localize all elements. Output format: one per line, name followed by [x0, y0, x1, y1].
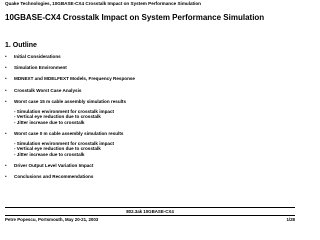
outline-item-label: Worst case 0 m cable assembly simulation results	[14, 130, 124, 136]
bullet-icon: •	[5, 76, 7, 82]
running-header: Quake Technologies, 10GBASE-CX4 Crosstalk Impact on System Performance Simulation	[5, 1, 201, 6]
bullet-icon: •	[5, 98, 7, 104]
bullet-icon: •	[5, 130, 7, 136]
outline-item-label: MDNEXT and MDELFEXT Models, Frequency Response	[14, 76, 135, 82]
sub-item: - Jitter increase due to crosstalk	[14, 119, 85, 125]
outline-item	[5, 174, 295, 180]
outline-item	[5, 54, 295, 60]
footer-author: Petre Popescu, Portsmouth, May 20-21, 2003	[5, 217, 99, 222]
sub-list-15m	[5, 109, 295, 125]
sub-list-0m	[5, 141, 295, 157]
outline-item-label: Initial Considerations	[14, 54, 61, 59]
footer-standard: 802.3ak 10GBASE-CX4	[126, 209, 174, 214]
outline-item	[5, 99, 295, 105]
bullet-icon: •	[5, 162, 7, 168]
outline-item	[5, 88, 295, 94]
outline-item-label: Simulation Environment	[14, 65, 67, 71]
bullet-icon: •	[5, 54, 7, 59]
sub-item: - Simulation environment for crosstalk impact	[14, 108, 115, 114]
outline-item-label: Driver Output Level Variation Impact	[14, 162, 94, 168]
sub-item: - Vertical eye reduction due to crosstalk	[14, 114, 101, 120]
outline-item-label: Crosstalk Worst Case Analysis	[14, 87, 82, 93]
sub-item: - Jitter increase due to crosstalk	[14, 151, 85, 157]
slide-title: 10GBASE-CX4 Crosstalk Impact on System Performance Simulation	[5, 13, 265, 22]
bullet-icon: •	[5, 65, 7, 71]
section-title: 1. Outline	[5, 42, 37, 49]
bullet-icon: •	[5, 87, 7, 93]
outline-item-label: Conclusions and Recommendations	[14, 173, 94, 179]
outline-list	[5, 54, 295, 185]
page-number: 1/28	[286, 217, 295, 222]
outline-item	[5, 163, 295, 169]
sub-item: - Vertical eye reduction due to crosstalk	[14, 146, 101, 152]
sub-item: - Simulation environment for crosstalk impact	[14, 140, 115, 146]
outline-item	[5, 65, 295, 71]
outline-item	[5, 76, 295, 82]
footer-divider	[5, 215, 295, 216]
footer-divider	[5, 207, 295, 208]
outline-item	[5, 131, 295, 137]
bullet-icon: •	[5, 173, 7, 179]
outline-item-label: Worst case 15 m cable assembly simulation results	[14, 98, 127, 104]
